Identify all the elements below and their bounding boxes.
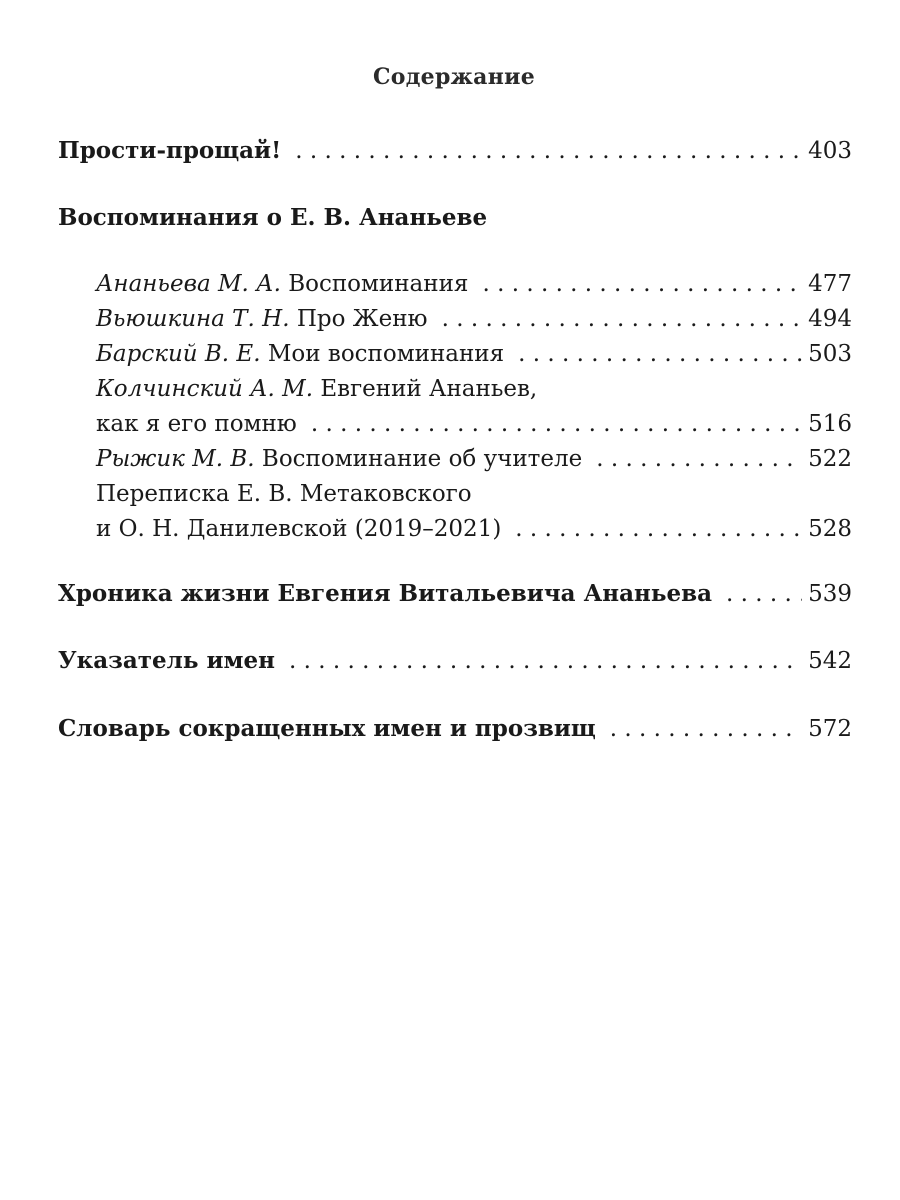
toc-entry-author: Колчинский А. М. bbox=[96, 376, 314, 402]
toc-entry-memoir-6-line-2[interactable] bbox=[96, 513, 852, 545]
toc-entry-title-text: и О. Н. Данилевской (2019–2021) bbox=[96, 516, 502, 542]
dot-leader bbox=[596, 443, 802, 475]
dot-leader bbox=[515, 513, 802, 545]
toc-page-number: 528 bbox=[808, 516, 852, 542]
toc-entry-author: Вьюшкина Т. Н. bbox=[96, 306, 290, 332]
toc-page-number: 572 bbox=[808, 716, 852, 742]
toc-entry-author: Рыжик М. В. bbox=[96, 446, 255, 472]
dot-leader bbox=[518, 338, 802, 370]
dot-leader bbox=[726, 578, 802, 610]
dot-leader bbox=[295, 135, 802, 167]
toc-page-number: 503 bbox=[808, 341, 852, 367]
toc-section-memoirs: Воспоминания о Е. В. Ананьеве bbox=[58, 204, 488, 231]
toc-entry-memoir-3[interactable] bbox=[96, 338, 852, 370]
dot-leader bbox=[311, 408, 802, 440]
toc-entry-dictionary[interactable] bbox=[58, 713, 852, 745]
toc-entry-title: Словарь сокращенных имен и прозвищ bbox=[58, 715, 596, 742]
toc-entry-title-text: Мои воспоминания bbox=[267, 341, 505, 367]
toc-entry-title-text: Евгений Ананьев, bbox=[320, 376, 538, 402]
toc-entry-title bbox=[96, 268, 468, 300]
toc-entry-memoir-4-line-2[interactable] bbox=[96, 408, 852, 440]
toc-page-number: 403 bbox=[808, 138, 852, 164]
toc-entry-title bbox=[96, 373, 537, 405]
toc-entry-title-text: Воспоминание об учителе bbox=[261, 446, 583, 472]
toc-entry-title bbox=[96, 338, 504, 370]
toc-entry-author: Ананьева М. А. bbox=[96, 271, 281, 297]
toc-page-number: 522 bbox=[808, 446, 852, 472]
toc-entry-title-text: Переписка Е. В. Метаковского bbox=[96, 481, 472, 507]
dot-leader bbox=[289, 645, 802, 677]
toc-entry-title: Указатель имен bbox=[58, 647, 275, 674]
dot-leader bbox=[610, 713, 802, 745]
toc-entry-title-text: Воспоминания bbox=[288, 271, 469, 297]
toc-page-number: 477 bbox=[808, 271, 852, 297]
toc-page-number: 539 bbox=[808, 581, 852, 607]
dot-leader bbox=[482, 268, 802, 300]
toc-entry-farewell[interactable] bbox=[58, 135, 852, 167]
toc-entry-memoir-6-line-1[interactable] bbox=[96, 478, 852, 510]
toc-entry-memoir-4-line-1[interactable] bbox=[96, 373, 852, 405]
toc-entry-title: Хроника жизни Евгения Витальевича Ананьева bbox=[58, 580, 713, 607]
toc-entry-chronicle[interactable] bbox=[58, 578, 852, 610]
toc-entry-title: Прости-прощай! bbox=[58, 137, 282, 164]
dot-leader bbox=[442, 303, 803, 335]
toc-entry-title-text: Про Женю bbox=[296, 306, 428, 332]
toc-page-number: 516 bbox=[808, 411, 852, 437]
toc-entry-memoir-5[interactable] bbox=[96, 443, 852, 475]
toc-page-number: 494 bbox=[808, 306, 852, 332]
toc-entry-title-text: как я его помню bbox=[96, 411, 297, 437]
toc-entry-author: Барский В. Е. bbox=[96, 341, 261, 367]
page-title: Содержание bbox=[372, 64, 536, 90]
toc-entry-memoir-2[interactable] bbox=[96, 303, 852, 335]
toc-entry-index[interactable] bbox=[58, 645, 852, 677]
toc-page-number: 542 bbox=[808, 648, 852, 674]
toc-entry-title bbox=[96, 303, 428, 335]
toc-entry-memoir-1[interactable] bbox=[96, 268, 852, 300]
toc-entry-title bbox=[96, 443, 582, 475]
